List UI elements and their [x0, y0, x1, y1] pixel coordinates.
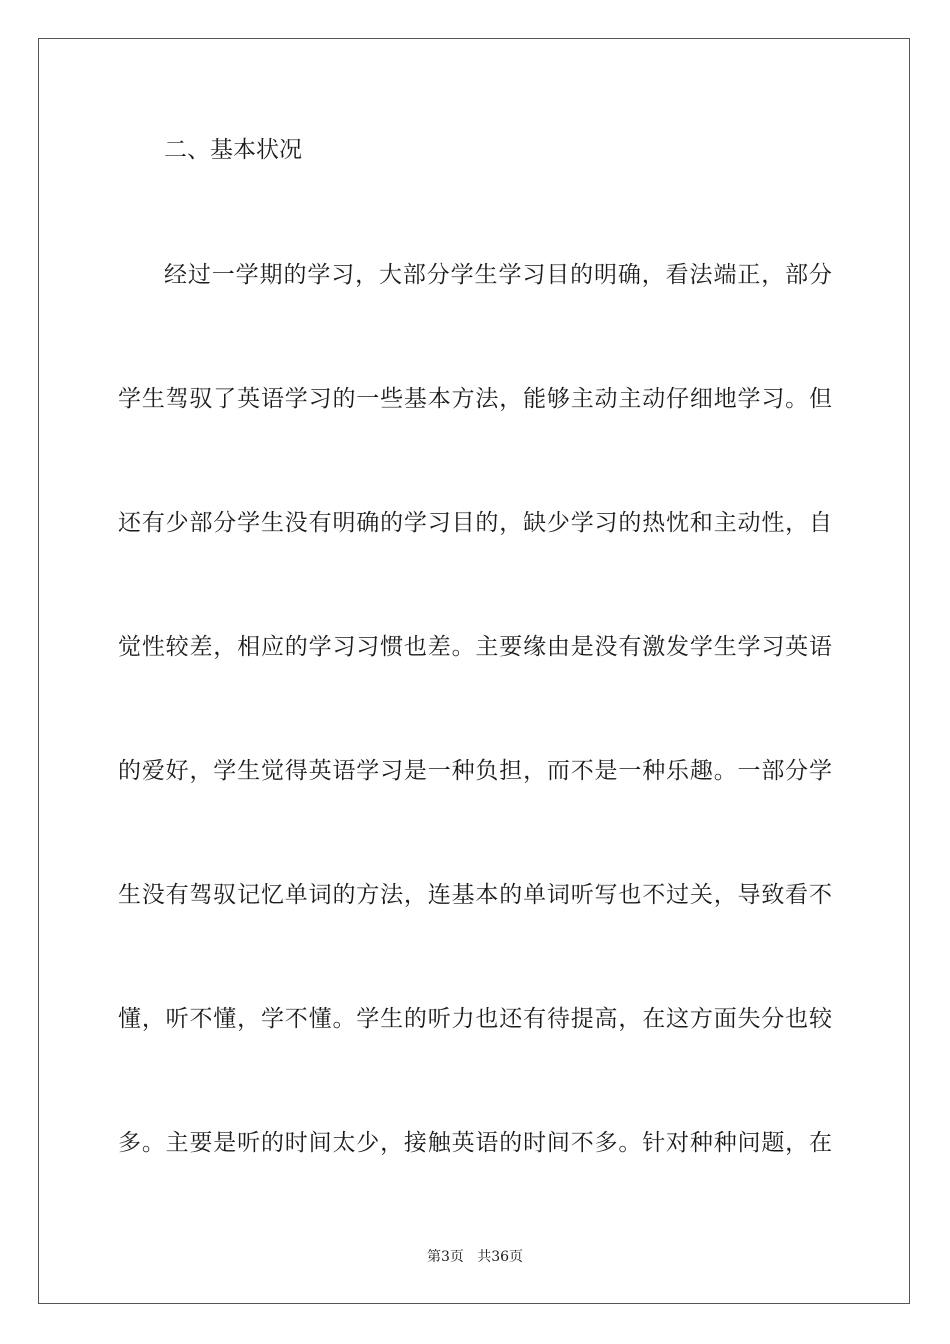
- paragraph-line: 生没有驾驭记忆单词的方法，连基本的单词听写也不过关，导致看不: [118, 882, 832, 908]
- paragraph-line: 还有少部分学生没有明确的学习目的，缺少学习的热忱和主动性，自: [118, 510, 832, 536]
- section-heading: 二、基本状况: [164, 137, 302, 163]
- paragraph-line: 觉性较差，相应的学习习惯也差。主要缘由是没有激发学生学习英语: [118, 634, 832, 660]
- paragraph-line: 学生驾驭了英语学习的一些基本方法，能够主动主动仔细地学习。但: [118, 386, 832, 412]
- paragraph-line: 经过一学期的学习，大部分学生学习目的明确，看法端正，部分: [164, 262, 832, 288]
- paragraph-line: 的爱好，学生觉得英语学习是一种负担，而不是一种乐趣。一部分学: [118, 758, 832, 784]
- page-number-footer: 第3页 共36页: [426, 1249, 524, 1265]
- paragraph-line: 多。主要是听的时间太少，接触英语的时间不多。针对种种问题，在: [118, 1130, 832, 1156]
- paragraph-line: 懂，听不懂，学不懂。学生的听力也还有待提高，在这方面失分也较: [118, 1006, 832, 1032]
- page-border: [38, 38, 910, 1304]
